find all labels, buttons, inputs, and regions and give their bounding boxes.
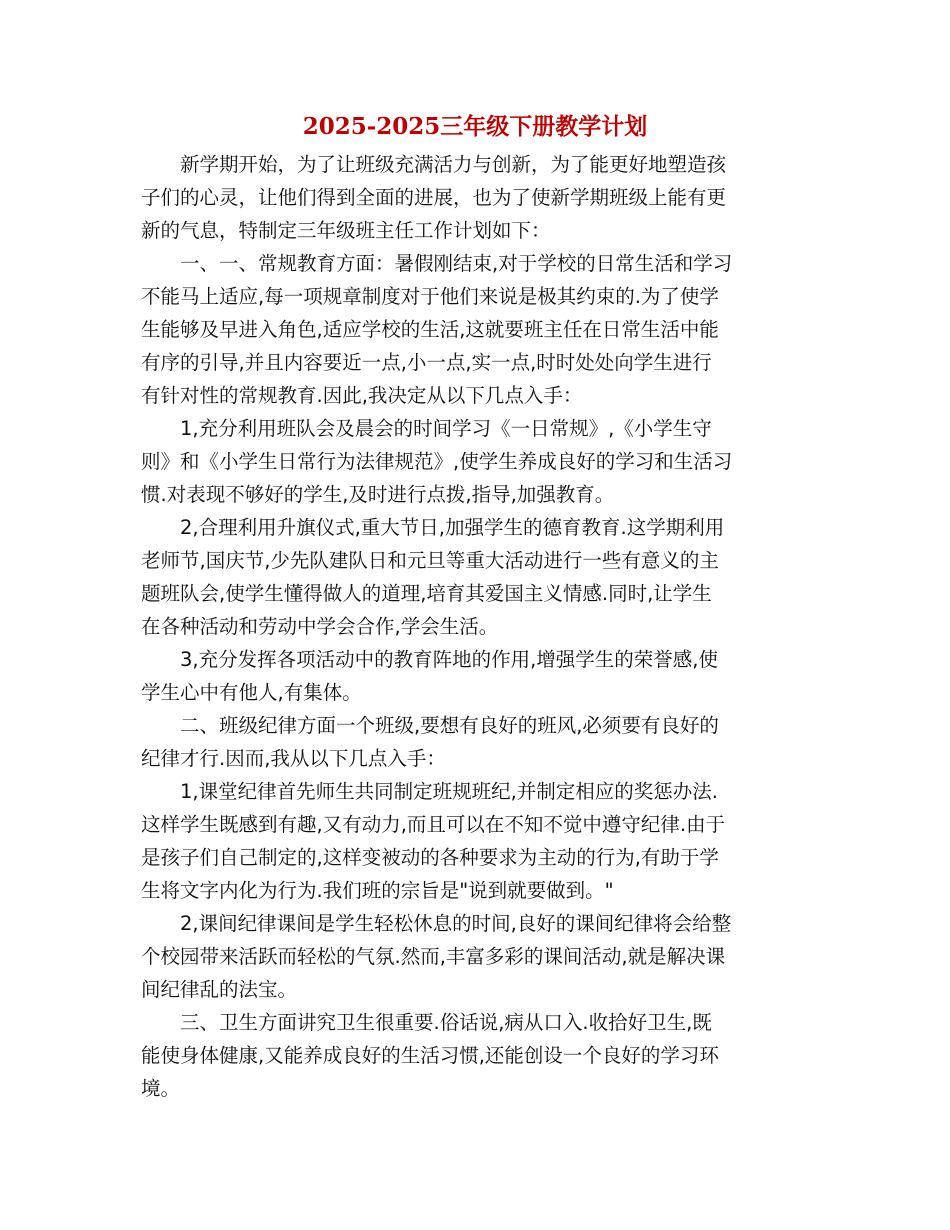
paragraph-line: 有序的引导,并且内容要近一点,小一点,实一点,时时处处向学生进行 — [141, 351, 712, 374]
document-body — [141, 148, 811, 1105]
paragraph-line: 是孩子们自己制定的,这样变被动的各种要求为主动的行为,有助于学 — [141, 846, 719, 869]
paragraph — [141, 907, 811, 1006]
paragraph-line: 则》和《小学生日常行为法律规范》,使学生养成良好的学习和生活习 — [141, 450, 733, 473]
paragraph-line: 能使身体健康,又能养成良好的生活习惯,还能创设一个良好的学习环 — [141, 1044, 719, 1067]
paragraph-line: 1,课堂纪律首先师生共同制定班规班纪,并制定相应的奖惩办法. — [180, 780, 719, 803]
paragraph — [141, 247, 811, 412]
paragraph — [141, 412, 811, 511]
paragraph-line: 1,充分利用班队会及晨会的时间学习《一日常规》,《小学生守 — [180, 417, 712, 440]
paragraph-line: 生能够及早进入角色,适应学校的生活,这就要班主任在日常生活中能 — [141, 318, 719, 341]
paragraph-line: 3,充分发挥各项活动中的教育阵地的作用,增强学生的荣誉感,使 — [180, 648, 719, 671]
paragraph-line: 新学期开始，为了让班级充满活力与创新，为了能更好地塑造孩 — [180, 153, 727, 176]
paragraph-line: 新的气息，特制定三年级班主任工作计划如下： — [141, 219, 551, 242]
paragraph — [141, 643, 811, 709]
document-title: 2025-2025三年级下册教学计划 — [302, 113, 648, 140]
paragraph-line: 惯.对表现不够好的学生,及时进行点拨,指导,加强教育。 — [141, 483, 615, 506]
paragraph-line: 2,课间纪律课间是学生轻松休息的时间,良好的课间纪律将会给整 — [180, 912, 732, 935]
paragraph-line: 有针对性的常规教育.因此,我决定从以下几点入手： — [141, 384, 583, 407]
paragraph-line: 这样学生既感到有趣,又有动力,而且可以在不知不觉中遵守纪律.由于 — [141, 813, 726, 836]
paragraph-line: 题班队会,使学生懂得做人的道理,培育其爱国主义情感.同时,让学生 — [141, 582, 712, 605]
paragraph-line: 间纪律乱的法宝。 — [141, 978, 298, 1001]
paragraph-line: 一、一、常规教育方面：暑假刚结束,对于学校的日常生活和学习 — [180, 252, 733, 275]
paragraph-line: 子们的心灵，让他们得到全面的进展，也为了使新学期班级上能有更 — [141, 186, 727, 209]
paragraph — [141, 1006, 811, 1105]
paragraph-line: 三、卫生方面讲究卫生很重要.俗话说,病从口入.收拾好卫生,既 — [180, 1011, 712, 1034]
paragraph — [141, 511, 811, 643]
paragraph-line: 纪律才行.因而,我从以下几点入手： — [141, 747, 446, 770]
paragraph-line: 学生心中有他人,有集体。 — [141, 681, 362, 704]
paragraph-line: 个校园带来活跃而轻松的气氛.然而,丰富多彩的课间活动,就是解决课 — [141, 945, 726, 968]
paragraph-line: 老师节,国庆节,少先队建队日和元旦等重大活动进行一些有意义的主 — [141, 549, 719, 572]
paragraph-line: 在各种活动和劳动中学会合作,学会生活。 — [141, 615, 499, 638]
paragraph — [141, 148, 811, 247]
paragraph — [141, 775, 811, 907]
paragraph-line: 境。 — [141, 1077, 181, 1100]
paragraph-line: 生将文字内化为行为.我们班的宗旨是"说到就要做到。" — [141, 879, 614, 902]
paragraph-line: 2,合理利用升旗仪式,重大节日,加强学生的德育教育.这学期利用 — [180, 516, 725, 539]
paragraph-line: 不能马上适应,每一项规章制度对于他们来说是极其约束的.为了使学 — [141, 285, 719, 308]
paragraph — [141, 709, 811, 775]
paragraph-line: 二、班级纪律方面一个班级,要想有良好的班风,必须要有良好的 — [180, 714, 719, 737]
